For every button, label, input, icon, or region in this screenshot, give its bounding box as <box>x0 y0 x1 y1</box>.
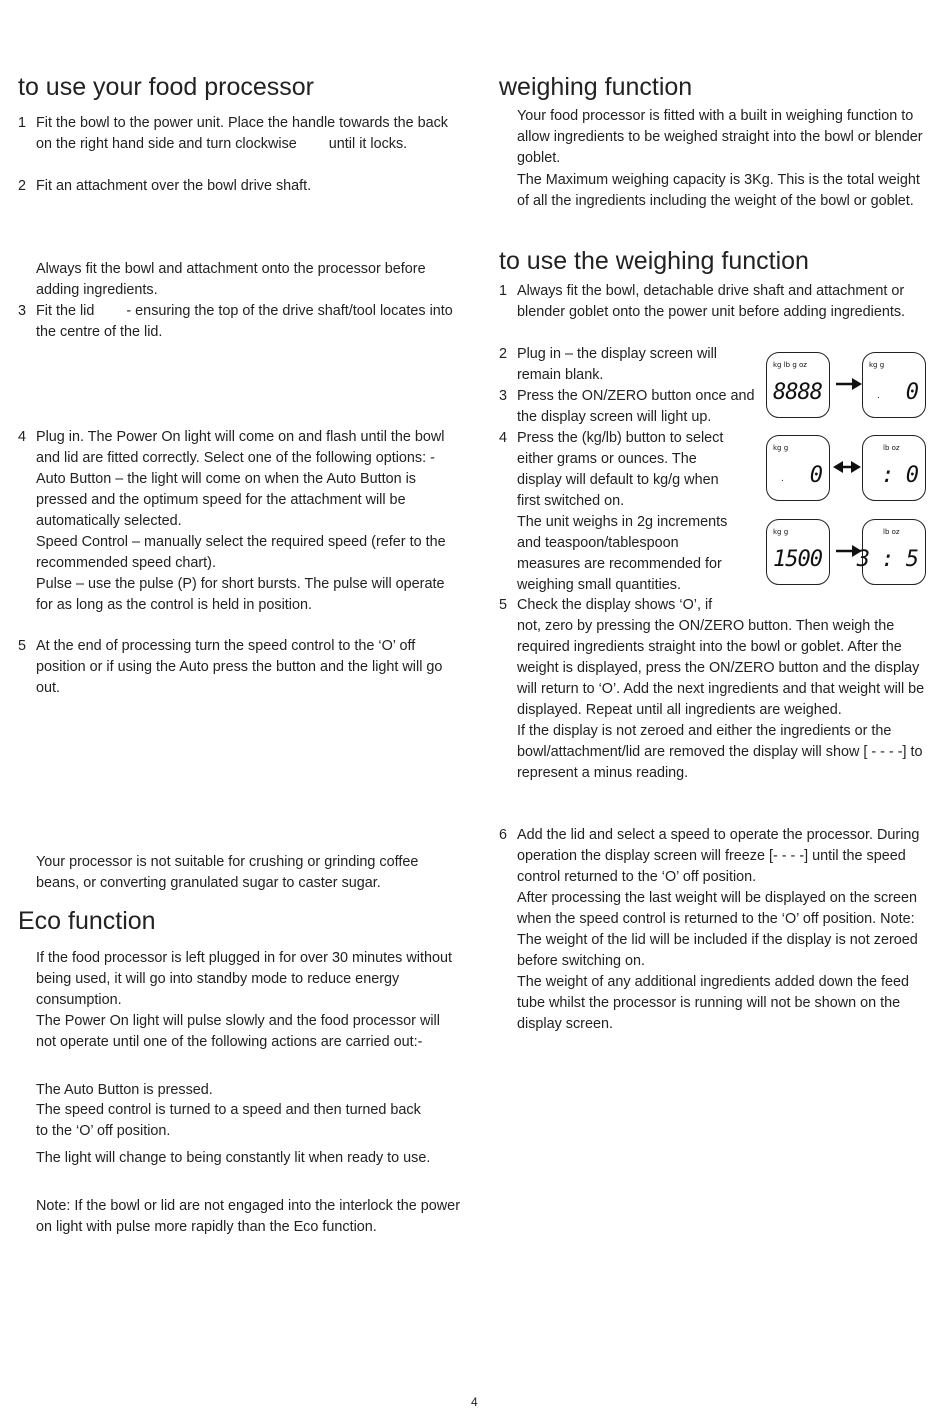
step-5 <box>18 636 464 699</box>
step-text: Add the lid and select a speed to operate the processor. During operation the display screen will freeze [- - - -] until the speed control returned to the ‘O’ off position. <box>517 827 920 885</box>
pulse-option: Pulse – use the pulse (P) for short bursts. The pulse will operate for as long as the control is held in position. <box>36 576 445 613</box>
step-text: Always fit the bowl, detachable drive shaft and attachment or blender goblet onto the power unit before adding ingredients. <box>517 283 906 320</box>
lcd-display-all-segments <box>766 352 830 418</box>
weigh-step-4 <box>499 428 743 596</box>
step-text: Press the ON/ZERO button once and the display screen will light up. <box>517 388 755 425</box>
step-subtext: If the display is not zeroed and either the ingredients or the bowl/attachment/lid are removed the display will show [ - - - -] to represent a minus reading. <box>517 723 923 781</box>
step-subtext-2: The weight of any additional ingredients added down the feed tube whilst the processor is running will not be shown on the display screen. <box>517 974 910 1032</box>
weigh-paragraph-1: Your food processor is fitted with a built in weighing function to allow ingredients to be weighed straight into the bowl or blender goblet. <box>517 108 923 166</box>
lcd-digits: : 0 <box>881 463 918 488</box>
heading-weighing-function: weighing function <box>499 73 693 101</box>
step-text: not, zero by pressing the ON/ZERO button. Then weigh the required ingredients straight into the bowl or goblet. After the weight is displayed, press the ON/ZERO button and the display will return to ‘O’. Add the next ingredients and that weight will be displayed. Repeat until all ingredients are weighed. <box>517 618 925 718</box>
lcd-display-zero <box>862 352 926 418</box>
lcd-unit-labels: kg lb g oz <box>773 361 807 369</box>
lcd-decimal-dot: . <box>877 390 880 401</box>
eco-action-auto: The Auto Button is pressed. <box>36 1082 213 1098</box>
step-text-tail: until it locks. <box>328 136 408 152</box>
weigh-step-5 <box>499 595 937 784</box>
step-4 <box>18 427 464 616</box>
lcd-unit-labels: kg g <box>773 444 789 452</box>
step-number: 1 <box>18 115 27 131</box>
step-number: 2 <box>18 178 27 194</box>
always-fit-note: Always fit the bowl and attachment onto the processor before adding ingredients. <box>36 261 426 298</box>
step-text: Plug in. The Power On light will come on and flash until the bowl and lid are fitted correctly. Select one of the following options: - <box>36 429 445 466</box>
step-number: 2 <box>499 346 508 362</box>
lcd-digits: 8888 <box>773 380 822 405</box>
weigh-step-1 <box>499 281 937 323</box>
weigh-step-6 <box>499 825 937 1035</box>
lcd-digits: 1500 <box>773 547 822 572</box>
auto-button-option: Auto Button – the light will come on when the Auto Button is pressed and the optimum speed for the attachment will be automatically selected. <box>36 471 416 529</box>
lcd-unit-labels: kg g <box>869 361 885 369</box>
heading-eco-function: Eco function <box>18 907 156 935</box>
lcd-display-ounces-zero <box>862 435 926 501</box>
step-text-first: Check the display shows ‘O’, if <box>517 597 713 613</box>
step-text: Fit the lid <box>36 303 95 319</box>
step-3 <box>18 301 464 343</box>
heading-use-weighing-function: to use the weighing function <box>499 247 809 275</box>
step-number: 3 <box>499 388 508 404</box>
step-subtext-1: After processing the last weight will be displayed on the screen when the speed control is returned to the ‘O’ off position. Note: The weight of the lid will be included if the display is not zeroed before switching on. <box>517 890 918 969</box>
lcd-digits: 3 : 5 <box>856 547 918 572</box>
lcd-unit-labels: kg g <box>773 528 789 536</box>
step-text-tail: - ensuring the top of the drive shaft/tool locates into the centre of the lid. <box>36 303 453 340</box>
speed-control-option: Speed Control – manually select the required speed (refer to the recommended speed chart). <box>36 534 446 571</box>
eco-paragraph-2: The Power On light will pulse slowly and the food processor will not operate until one of the following actions are carried out:- <box>36 1013 440 1050</box>
step-text: Fit an attachment over the bowl drive shaft. <box>36 178 312 194</box>
lcd-digits: 0 <box>905 380 918 405</box>
step-subtext: The unit weighs in 2g increments and teaspoon/tablespoon measures are recommended for weighing small quantities. <box>517 514 728 593</box>
lcd-unit-labels: lb oz <box>883 528 900 536</box>
weigh-step-2 <box>499 344 755 386</box>
step-number: 5 <box>499 597 508 613</box>
step-2 <box>18 176 464 197</box>
eco-paragraph-1: If the food processor is left plugged in for over 30 minutes without being used, it will go into standby mode to reduce energy consumption. <box>36 950 452 1008</box>
lcd-display-3lb-5oz <box>856 519 926 585</box>
step-number: 4 <box>18 429 27 445</box>
step-text: At the end of processing turn the speed control to the ‘O’ off position or if using the Auto press the button and the light will go out. <box>36 638 443 696</box>
weigh-step-3 <box>499 386 759 428</box>
right-arrow-icon <box>834 377 864 391</box>
lcd-unit-labels: lb oz <box>883 444 900 452</box>
step-number: 3 <box>18 303 27 319</box>
eco-paragraph-4: The light will change to being constantly lit when ready to use. <box>36 1150 431 1166</box>
step-number: 6 <box>499 827 508 843</box>
double-arrow-icon <box>832 460 862 474</box>
lcd-decimal-dot: . <box>781 473 784 484</box>
weigh-paragraph-2: The Maximum weighing capacity is 3Kg. This is the total weight of all the ingredients including the weight of the bowl or goblet. <box>517 172 920 209</box>
page-number: 4 <box>471 1395 478 1409</box>
step-text: Plug in – the display screen will remain blank. <box>517 346 717 383</box>
heading-use-food-processor: to use your food processor <box>18 73 314 101</box>
step-text: Press the (kg/lb) button to select either grams or ounces. The display will default to kg/g when first switched on. <box>517 430 724 509</box>
eco-action-speed: The speed control is turned to a speed and then turned back to the ‘O’ off position. <box>36 1102 421 1139</box>
not-suitable-note: Your processor is not suitable for crushing or grinding coffee beans, or converting granulated sugar to caster sugar. <box>36 854 419 891</box>
lcd-display-grams-zero <box>766 435 830 501</box>
lcd-digits: 0 <box>809 463 822 488</box>
step-1 <box>18 113 464 155</box>
step-number: 1 <box>499 283 508 299</box>
eco-note: Note: If the bowl or lid are not engaged into the interlock the power on light with pulse more rapidly than the Eco function. <box>36 1198 460 1235</box>
step-text: Fit the bowl to the power unit. Place the handle towards the back on the right hand side and turn clockwise <box>36 115 448 152</box>
step-number: 4 <box>499 430 508 446</box>
step-number: 5 <box>18 638 27 654</box>
lcd-display-1500g <box>766 519 830 585</box>
